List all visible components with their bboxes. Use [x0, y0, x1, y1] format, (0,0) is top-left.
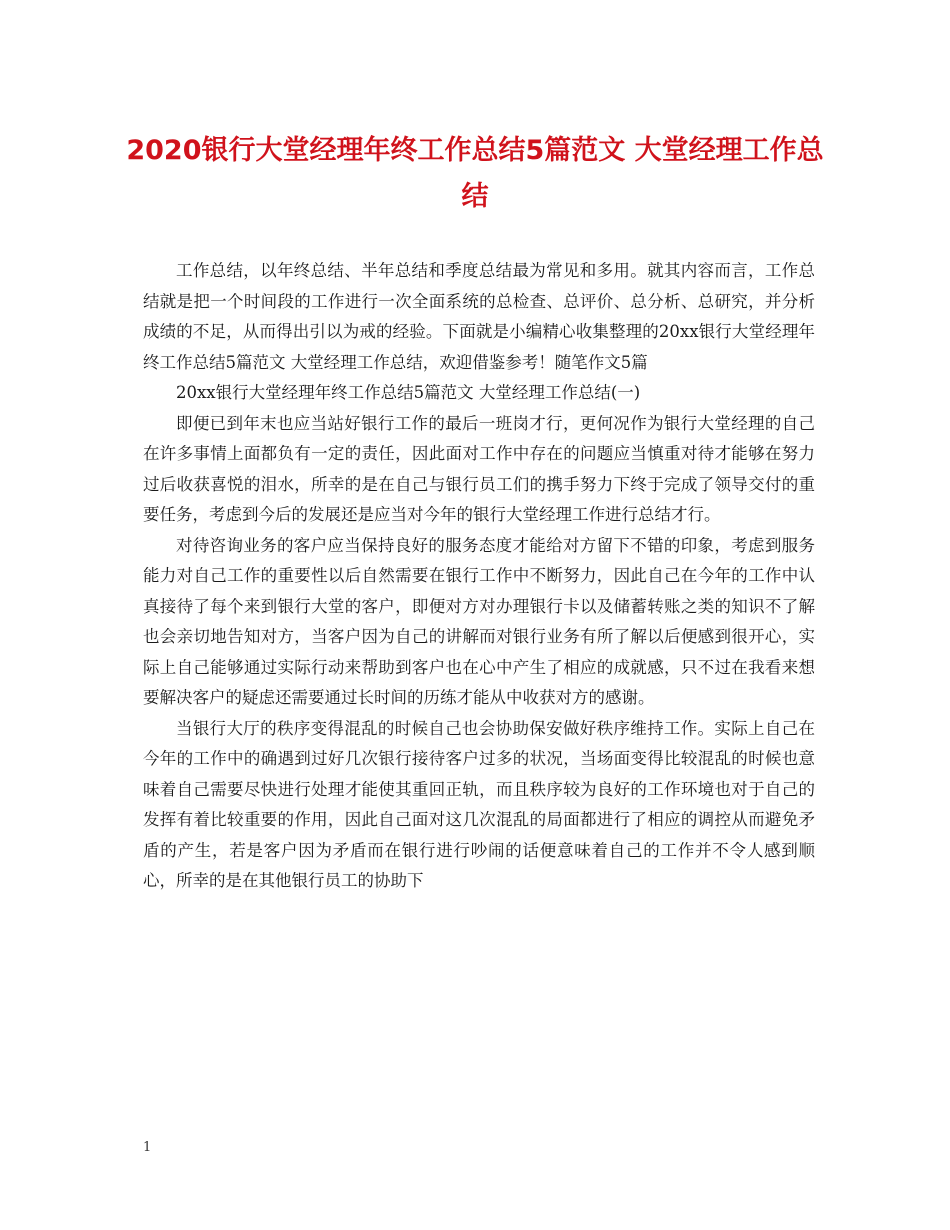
section-heading: 20xx银行大堂经理年终工作总结5篇范文 大堂经理工作总结(一) — [176, 383, 641, 402]
body-paragraph: 对待咨询业务的客户应当保持良好的服务态度才能给对方留下不错的印象，考虑到服务能力对自己工作的重要性以后自然需要在银行工作中不断努力，因此自己在今年的工作中认真接待了每个来到银行大堂的客户，即便对方对办理银行卡以及储蓄转账之类的知识不了解也会亲切地告知对方，当客户因为自己的讲解而对银行业务有所了解以后便感到很开心，实际上自己能够通过实际行动来帮助到客户也在心中产生了相应的成就感，只不过在我看来想要解决客户的疑虑还需要通过长时间的历练才能从中收获对方的感谢。 — [143, 535, 815, 707]
body-paragraph: 即便已到年末也应当站好银行工作的最后一班岗才行，更何况作为银行大堂经理的自己在许多事情上面都负有一定的责任，因此面对工作中存在的问题应当慎重对待才能够在努力过后收获喜悦的泪水，所幸的是在自己与银行员工们的携手努力下终于完成了领导交付的重要任务，考虑到今后的发展还是应当对今年的银行大堂经理工作进行总结才行。 — [143, 413, 815, 524]
document-body — [143, 256, 815, 897]
intro-paragraph: 工作总结，以年终总结、半年总结和季度总结最为常见和多用。就其内容而言，工作总结就是把一个时间段的工作进行一次全面系统的总检查、总评价、总分析、总研究，并分析成绩的不足，从而得出引以为戒的经验。下面就是小编精心收集整理的20xx银行大堂经理年终工作总结5篇范文 大堂经理工作总结，欢迎借鉴参考！随笔作文5篇 — [143, 261, 815, 372]
page-number: 1 — [143, 1140, 152, 1155]
document-title: 2020银行大堂经理年终工作总结5篇范文 大堂经理工作总结 — [126, 135, 824, 212]
body-paragraph: 当银行大厅的秩序变得混乱的时候自己也会协助保安做好秩序维持工作。实际上自己在今年的工作中的确遇到过好几次银行接待客户过多的状况，当场面变得比较混乱的时候也意味着自己需要尽快进行处理才能使其重回正轨，而且秩序较为良好的工作环境也对于自己的发挥有着比较重要的作用，因此自己面对这几次混乱的局面都进行了相应的调控从而避免矛盾的产生，若是客户因为矛盾而在银行进行吵闹的话便意味着自己的工作并不令人感到顺心，所幸的是在其他银行员工的协助下 — [143, 718, 815, 890]
